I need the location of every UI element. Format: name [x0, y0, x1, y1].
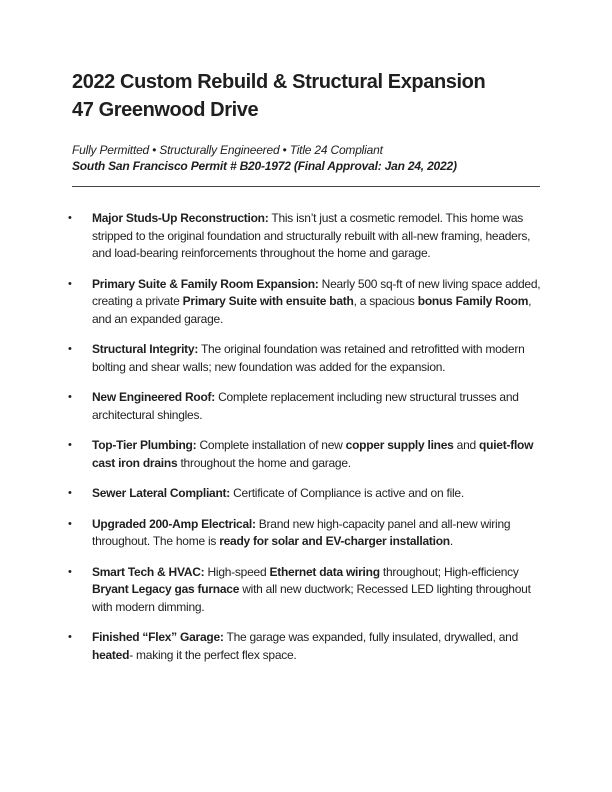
bullet-text-bold-segment: heated [92, 647, 130, 662]
bullet-marker-icon: • [68, 487, 72, 499]
bullet-text-bold-segment: Bryant Legacy gas furnace [92, 582, 240, 596]
bullet-text-segment: . [449, 534, 453, 548]
bullet-list [68, 210, 548, 664]
bullet-text-bold-segment: quiet-flow cast iron drains [92, 438, 534, 470]
bullet-text-segment: The garage was expanded, fully insulated, drywalled, and [223, 630, 519, 644]
bullet-text-segment: , and an expanded garage. [92, 294, 532, 326]
bullet-text-bold-segment: copper supply lines [345, 438, 454, 452]
bullet-marker-icon: • [68, 277, 72, 290]
bullet-text-bold-segment: Major Studs-Up Reconstruction: [92, 211, 269, 225]
bullet-text [92, 516, 548, 551]
bullet-item [68, 516, 548, 551]
bullet-text-segment: The original foundation was retained and retrofitted with modern bolting and shear walls; new foundation was added for the expansion. [92, 342, 525, 374]
bullet-item [68, 276, 548, 329]
page-title [72, 68, 548, 124]
bullet-text-bold-segment: Finished “Flex” Garage: [92, 630, 224, 644]
bullet-text-segment: throughout; High-efficiency [379, 564, 519, 579]
bullet-item [68, 485, 548, 503]
bullet-text-segment: - making it the perfect flex space. [129, 647, 297, 662]
bullet-marker-icon: • [68, 631, 72, 643]
bullet-text-bold-segment: bonus Family Room [417, 294, 529, 308]
bullet-text-bold-segment: Upgraded 200-Amp Electrical: [92, 516, 256, 531]
bullet-text [92, 485, 548, 503]
bullet-text-bold-segment: New Engineered Roof: [92, 390, 216, 404]
bullet-text [92, 341, 548, 376]
bullet-marker-icon: • [68, 343, 72, 355]
bullet-text [92, 389, 548, 424]
bullet-text-segment: High-speed [204, 564, 270, 579]
title-line-1: 2022 Custom Rebuild & Structural Expansion [72, 71, 486, 93]
bullet-text-bold-segment: Primary Suite & Family Room Expansion: [92, 276, 319, 291]
bullet-text-segment: with all new ductwork; Recessed LED lighting throughout with modern dimming. [92, 582, 531, 614]
bullet-marker-icon: • [68, 565, 72, 578]
subtitle-credentials: Fully Permitted • Structurally Engineered • Title 24 Compliant [72, 143, 383, 157]
bullet-text-bold-segment: Ethernet data wiring [269, 564, 380, 579]
bullet-text [92, 564, 548, 617]
bullet-text [92, 629, 548, 664]
bullet-text-segment: , a spacious [353, 294, 418, 308]
bullet-text-segment: Brand new high-capacity panel and all-new wiring throughout. The home is [92, 516, 511, 548]
bullet-text-bold-segment: Top-Tier Plumbing: [92, 438, 197, 452]
bullet-text-bold-segment: Sewer Lateral Compliant: [92, 486, 231, 500]
divider-rule [72, 186, 540, 187]
bullet-text-bold-segment: ready for solar and EV-charger installation [219, 534, 450, 548]
bullet-text-segment: Complete replacement including new structural trusses and architectural shingles. [92, 390, 519, 422]
bullet-text [92, 276, 548, 329]
title-line-2: 47 Greenwood Drive [72, 99, 259, 121]
bullet-text-bold-segment: Structural Integrity: [92, 342, 199, 356]
bullet-text-segment: Nearly 500 sq-ft of new living space added, creating a private [92, 276, 541, 308]
bullet-text [92, 437, 548, 472]
bullet-text-segment: and [453, 438, 480, 452]
bullet-text [92, 210, 548, 263]
bullet-marker-icon: • [68, 517, 72, 530]
bullet-text-segment: Complete installation of new [196, 438, 346, 452]
bullet-text-bold-segment: Primary Suite with ensuite bath [182, 294, 354, 308]
bullet-marker-icon: • [68, 391, 72, 403]
bullet-text-segment: This isn’t just a cosmetic remodel. This home was stripped to the original foundation and structurally rebuilt with all-new framing, headers, and load-bearing reinforcements throughout the home and garage. [92, 211, 531, 260]
bullet-text-bold-segment: Smart Tech & HVAC: [92, 564, 205, 579]
bullet-item [68, 437, 548, 472]
bullet-item [68, 341, 548, 376]
subtitle-block [72, 143, 548, 174]
bullet-item [68, 629, 548, 664]
bullet-item [68, 389, 548, 424]
bullet-item [68, 210, 548, 263]
subtitle-permit-line: South San Francisco Permit # B20-1972 (Final Approval: Jan 24, 2022) [72, 158, 457, 173]
bullet-text-segment: throughout the home and garage. [177, 455, 351, 470]
bullet-marker-icon: • [68, 212, 72, 224]
bullet-marker-icon: • [68, 439, 72, 451]
bullet-item [68, 564, 548, 617]
bullet-text-segment: Certificate of Compliance is active and on file. [230, 486, 464, 500]
